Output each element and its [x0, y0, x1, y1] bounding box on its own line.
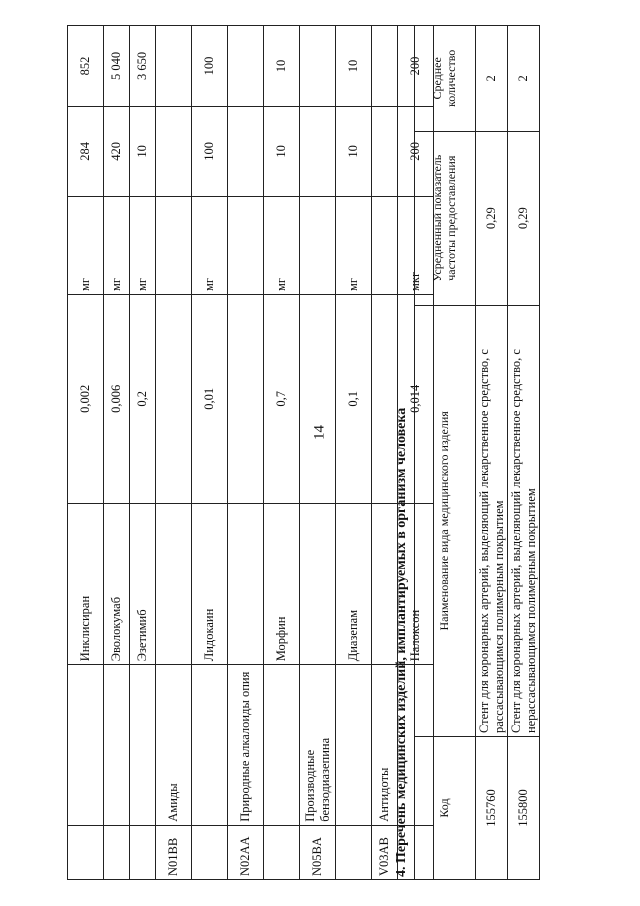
dose-cell [228, 295, 264, 504]
section-heading: 4. Перечень медицинских изделий, имплантируемых в организм человека [394, 407, 409, 877]
total-dose-cell: 100 [192, 26, 228, 107]
dose-cell: 0,014 [398, 295, 434, 504]
code-cell: N02AA [228, 825, 264, 879]
dose-cell: 0,01 [192, 295, 228, 504]
header-row [415, 26, 476, 880]
dose-cell: 0,7 [264, 295, 300, 504]
frequency-cell: 0,29 [508, 131, 540, 305]
code-cell: N05BA [300, 825, 336, 879]
drug-name-cell: Лидокаин [192, 503, 228, 665]
table-row [68, 26, 104, 880]
code-cell: V03AB [372, 825, 398, 879]
group-cell: Амиды [156, 665, 192, 825]
table-row [476, 26, 508, 880]
avg-dose-cell: 10 [336, 106, 372, 196]
unit-cell: мг [192, 196, 228, 294]
rotated-content [67, 25, 547, 880]
avg-dose-cell [300, 106, 336, 196]
group-cell: Антидоты [372, 665, 398, 825]
total-dose-cell: 10 [264, 26, 300, 107]
avg-dose-cell [228, 106, 264, 196]
header-device-name: Наименование вида медицинского изделия [415, 305, 476, 736]
code-cell [336, 825, 372, 879]
unit-cell [228, 196, 264, 294]
code-cell [264, 825, 300, 879]
group-cell [336, 665, 372, 825]
dose-cell: 0,2 [130, 295, 156, 504]
drug-name-cell [300, 503, 336, 665]
header-code: Код [415, 737, 476, 880]
unit-cell: мкг [398, 196, 434, 294]
frequency-cell: 0,29 [476, 131, 508, 305]
drug-name-cell: Инклисиран [68, 503, 104, 665]
unit-cell: мг [264, 196, 300, 294]
dose-cell: 0,002 [68, 295, 104, 504]
table-row [264, 26, 300, 880]
group-cell [264, 665, 300, 825]
unit-cell: мг [336, 196, 372, 294]
device-table [414, 25, 540, 880]
total-dose-cell [228, 26, 264, 107]
dose-cell: 0,006 [104, 295, 130, 504]
total-dose-cell: 3 650 [130, 26, 156, 107]
table-row [104, 26, 130, 880]
table-row [130, 26, 156, 880]
header-frequency: Усредненный показатель частоты предоставления [415, 131, 476, 305]
drug-name-cell [156, 503, 192, 665]
avg-dose-cell [156, 106, 192, 196]
table-row [192, 26, 228, 880]
drug-name-cell: Налоксон [398, 503, 434, 665]
total-dose-cell: 852 [68, 26, 104, 107]
total-dose-cell [300, 26, 336, 107]
code-cell [104, 825, 130, 879]
code-cell [130, 825, 156, 879]
page-number: 14 [311, 425, 328, 440]
total-dose-cell: 5 040 [104, 26, 130, 107]
header-quantity: Среднее количество [415, 26, 476, 132]
avg-dose-cell: 200 [398, 106, 434, 196]
table-row [228, 26, 264, 880]
code-cell [192, 825, 228, 879]
code-cell [68, 825, 104, 879]
quantity-cell: 2 [476, 26, 508, 132]
code-cell: N01BB [156, 825, 192, 879]
avg-dose-cell: 10 [130, 106, 156, 196]
device-name-cell: Стент для коронарных артерий, выделяющий лекарственное средство, с рассасывающимся полимерным покрытием [476, 305, 508, 736]
drug-name-cell: Эзетимиб [130, 503, 156, 665]
group-cell: Производные бензодиазепина [300, 665, 336, 825]
group-cell [68, 665, 104, 825]
group-cell [192, 665, 228, 825]
table-row [300, 26, 336, 880]
unit-cell [156, 196, 192, 294]
table-row [336, 26, 372, 880]
drug-name-cell: Диазепам [336, 503, 372, 665]
unit-cell: мг [104, 196, 130, 294]
total-dose-cell [156, 26, 192, 107]
drug-name-cell: Эволокумаб [104, 503, 130, 665]
device-code-cell: 155800 [508, 737, 540, 880]
unit-cell: мг [68, 196, 104, 294]
table-row [508, 26, 540, 880]
device-name-cell: Стент для коронарных артерий, выделяющий лекарственное средство, с нерассасывающимся полимерным покрытием [508, 305, 540, 736]
unit-cell [300, 196, 336, 294]
dose-cell: 0,1 [336, 295, 372, 504]
group-cell [104, 665, 130, 825]
drug-name-cell [228, 503, 264, 665]
avg-dose-cell: 10 [264, 106, 300, 196]
dose-cell [300, 295, 336, 504]
drug-table [67, 25, 434, 880]
avg-dose-cell: 284 [68, 106, 104, 196]
avg-dose-cell: 100 [192, 106, 228, 196]
drug-name-cell: Морфин [264, 503, 300, 665]
group-cell [130, 665, 156, 825]
table-row [156, 26, 192, 880]
device-code-cell: 155760 [476, 737, 508, 880]
unit-cell: мг [130, 196, 156, 294]
dose-cell [156, 295, 192, 504]
total-dose-cell: 200 [398, 26, 434, 107]
quantity-cell: 2 [508, 26, 540, 132]
group-cell: Природные алкалоиды опия [228, 665, 264, 825]
total-dose-cell: 10 [336, 26, 372, 107]
avg-dose-cell: 420 [104, 106, 130, 196]
